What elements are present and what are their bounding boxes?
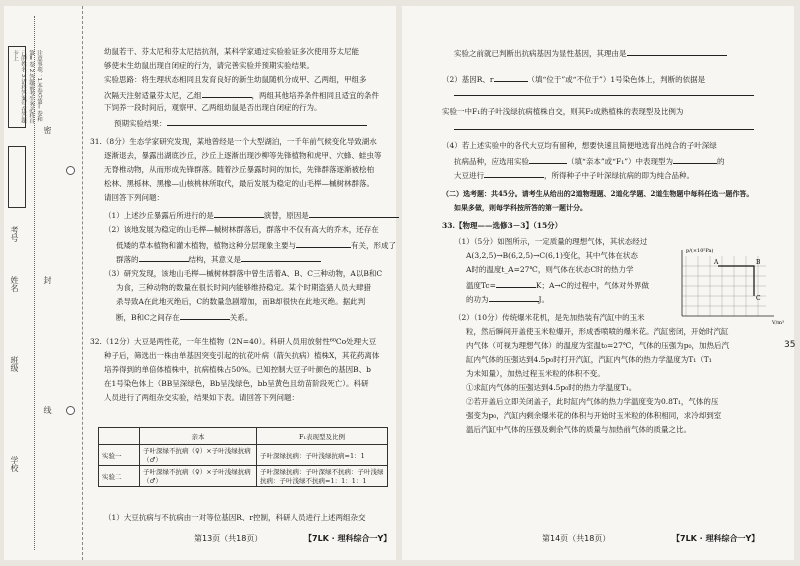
binding-strip	[4, 6, 83, 560]
table-header	[99, 428, 140, 445]
text-line: 为未知量），加热过程玉米粒的体积不变。	[466, 369, 605, 378]
page-footer: 第13页（共18页）	[194, 534, 263, 543]
text-line: 幼鼠若干、芬太尼和芬太尼拮抗剂，某科学家通过实验验证多次使用芬太尼能	[104, 47, 359, 56]
text-line: 无脊椎动物，从而形成先锋群落。随着沙丘暴露时间的加长，先锋群落逐渐被桧柏	[104, 165, 374, 174]
table-row	[99, 466, 388, 487]
text-line: （1）（5分）如图所示，一定质量的理想气体，其状态经过	[454, 237, 648, 246]
seal-char-3: 线	[43, 406, 52, 414]
answer-line	[454, 120, 754, 134]
text-line: 杀导致A在此地灭绝后，C的数量急剧增加，而B却很快在此地灭绝。据此判	[116, 297, 366, 306]
question-31: 31.（8分）生态学家研究发现，某地曾经是一个大型湖泊，一千年前气候变化导致湖水	[90, 137, 377, 146]
x-axis-label: V/m³	[772, 320, 785, 326]
point-a-label: A	[714, 259, 719, 266]
table-header: F₁表现型及比例	[257, 428, 388, 445]
process-path	[718, 266, 754, 296]
section-heading: （二）选考题：共45分。请考生从给出的2道物理题、2道化学题、2道生物题中每科任选一题作答。	[442, 189, 754, 198]
text-line: 为食，三种动物的数量在很长时间内能够维持稳定。某个时期盗猎人员大肆猎	[116, 283, 371, 292]
exam-no-label: 考号	[10, 226, 19, 242]
answer-line: 群落的 结构，其意义是	[116, 252, 321, 266]
text-line: 请回答下列问题：	[104, 193, 164, 202]
pv-graph	[674, 244, 786, 326]
text-line: （2）该地发展为稳定的山毛榉—槭树林群落后，群落中不仅有高大的乔木，还存在	[104, 225, 379, 234]
footer-tag: 【7LK · 理科综合一Y】	[304, 534, 392, 543]
page-side-number: 35	[784, 340, 796, 350]
binding-hole	[66, 406, 75, 415]
answer-line: 断，B和C之间存在 关系。	[116, 310, 252, 324]
text-line: 够使未生幼鼠出现自闭症的行为，请完善实验并预期实验结果。	[104, 61, 314, 70]
table-cell: 子叶深绿抗病：子叶深绿不抗病：子叶浅绿抗病：子叶浅绿不抗病=1：1：1：1	[257, 466, 388, 487]
notice-box	[8, 46, 42, 128]
text-line: 培养得到的单倍体植株中，抗病植株占50%。已知控制大豆子叶颜色的基因B、b	[104, 365, 371, 374]
left-page	[4, 6, 396, 560]
text-line: 松林、黑栎林、黑橡—山核桃林所取代，最后发展为稳定的山毛榉—槭树林群落。	[104, 179, 374, 188]
table-header-row	[99, 428, 388, 445]
point-b-label: B	[756, 259, 761, 266]
page-footer: 第14页（共18页）	[542, 534, 611, 543]
answer-line: （2）基因R、r （填“位于”或“不位于”）1号染色体上，判断的依据是	[442, 72, 705, 86]
right-page	[402, 6, 794, 560]
text-line: （1）大豆抗病与不抗病由一对等位基因R、r控制，科研人员进行上述两组杂交	[104, 513, 366, 522]
answer-line	[454, 86, 754, 100]
text-line: 种子后，筛选出一株由单基因突变引起的抗花叶病（箭矢抗病）植株X，其花药离体	[104, 351, 380, 360]
point-c-label: C	[756, 295, 761, 302]
answer-line: 的功为 J。	[466, 292, 549, 306]
school-label: 学校	[10, 456, 19, 472]
name-label: 姓名	[10, 276, 19, 292]
table-cell: 子叶深绿不抗病（♀）×子叶浅绿抗病（♂）	[140, 466, 257, 487]
table-cell: 实验一	[99, 445, 140, 466]
text-line: 粒，然后瞬间开盖使玉米粒爆开，形成香喷喷的爆米花。汽缸密闭，开始时汽缸	[466, 327, 729, 336]
answer-line: 抗病品种，应选用实验 （填“亲本”或“F₁”）中表现型为 的	[454, 154, 725, 168]
text-line: ①求缸内气体的压强达到4.5p₀时的热力学温度T₁。	[466, 383, 637, 392]
text-line: 温后汽缸中气体的压强及剩余气体的质量与加热前气体的质量之比。	[466, 425, 691, 434]
text-line: A时的温度t_A=27℃，则气体在状态C时的热力学	[466, 265, 634, 274]
binding-hole	[66, 166, 75, 175]
text-line: 内气体（可视为理想气体）的温度为室温t₀=27℃，气体的压强为p₀，加热后汽	[466, 341, 730, 350]
text-line: （4）若上述实验中的各代大豆均有留种，想要快速且简便地选育出纯合的子叶深绿	[442, 141, 717, 150]
text-line: 下饲养一段时间后，观察甲、乙两组幼鼠是否出现自闭症的行为。	[104, 103, 322, 112]
text-line: 实验一中F₁的子叶浅绿抗病植株自交，则其F₂成熟植株的表现型及比例为	[442, 107, 684, 116]
text-line: （2）（10分）传统爆米花机，是先加热装有汽缸中的玉米	[454, 313, 645, 322]
text-line: A(3,2,5)→B(6,2,5)→C(6,1)变化，其中气体在状态	[466, 251, 638, 260]
y-axis-label: p/(×10⁵Pa)	[686, 248, 714, 254]
text-line: 缸内气体的压强达到4.5p₀时打开汽缸，汽缸内气体的热力学温度为T₁（T₁	[466, 355, 712, 364]
table-cell: 子叶深绿抗病：子叶浅绿抗病=1：1	[257, 445, 388, 466]
answer-line: 实验之前就已判断出抗病基因为显性基因，其理由是	[454, 46, 727, 60]
text-line: ②若开盖后立即关闭盖子，此时缸内气体的热力学温度变为0.8T₁，气体的压	[466, 397, 719, 406]
footer-tag: 【7LK · 理科综合一Y】	[672, 534, 760, 543]
answer-line: 低矮的草本植物和灌木植物，植物这种分层现象主要与 有关，形成了	[116, 238, 396, 252]
experiment-table	[98, 427, 388, 487]
table-cell: 实验二	[99, 466, 140, 487]
answer-line: （1）上述沙丘暴露后所进行的是 演替，原因是	[104, 208, 399, 222]
notice-text: 注意事项：1.本卷分第Ⅰ卷和第Ⅱ卷 2.答题前考生务必将自己的姓名 3.请将答案写在答题卡上	[12, 50, 42, 124]
text-line: （3）研究发现，该地山毛榉—槭树林群落中曾生活着A、B、C三种动物，A以B和C	[104, 269, 383, 278]
class-label: 班级	[10, 356, 19, 372]
seal-char-1: 密	[43, 126, 52, 134]
question-32: 32.（12分）大豆是两性花，一年生植物（2N=40）。科研人员用放射性⁶⁰Co处理大豆	[90, 337, 377, 346]
table-row	[99, 445, 388, 466]
seal-char-2: 封	[43, 276, 52, 284]
notice-box-2	[8, 146, 26, 208]
text-line: 逐渐退去，暴露出湖底沙丘，沙丘上逐渐出现沙柳等先锋植物和虎甲、穴蜂、蛙虫等	[104, 151, 382, 160]
text-line: 人员进行了两组杂交实验，结果如下表。请回答下列问题：	[104, 393, 299, 402]
text-line: 强变为p₀，汽缸内剩余爆米花的体积与开始时玉米粒的体积相同，求冷却到室	[466, 411, 722, 420]
text-line: 实验思路：将生理状态相同且发育良好的新生幼鼠随机分成甲、乙两组，甲组多	[104, 75, 367, 84]
table-cell: 子叶深绿不抗病（♀）×子叶浅绿抗病（♂）	[140, 445, 257, 466]
answer-line: 大豆进行 ，所得种子中子叶深绿抗病的即为纯合品种。	[454, 168, 694, 182]
section-note: 如果多做，则每学科按所答的第一题计分。	[454, 203, 587, 212]
question-33: 33.【物理——选修3－3】（15分）	[442, 221, 563, 230]
answer-line: 温度Tc= K；A→C的过程中，气体对外界做	[466, 278, 649, 292]
text-line: 在1号染色体上（BB呈深绿色，Bb呈浅绿色，bb呈黄色且幼苗阶段死亡）。科研	[104, 379, 369, 388]
table-header: 亲本	[140, 428, 257, 445]
text-line: 预期实验结果：	[114, 116, 367, 130]
text-line: 次隔天注射适量芬太尼，乙组 ，两组其他培养条件相同且适宜的条件	[104, 88, 379, 102]
seal-line	[34, 16, 35, 550]
